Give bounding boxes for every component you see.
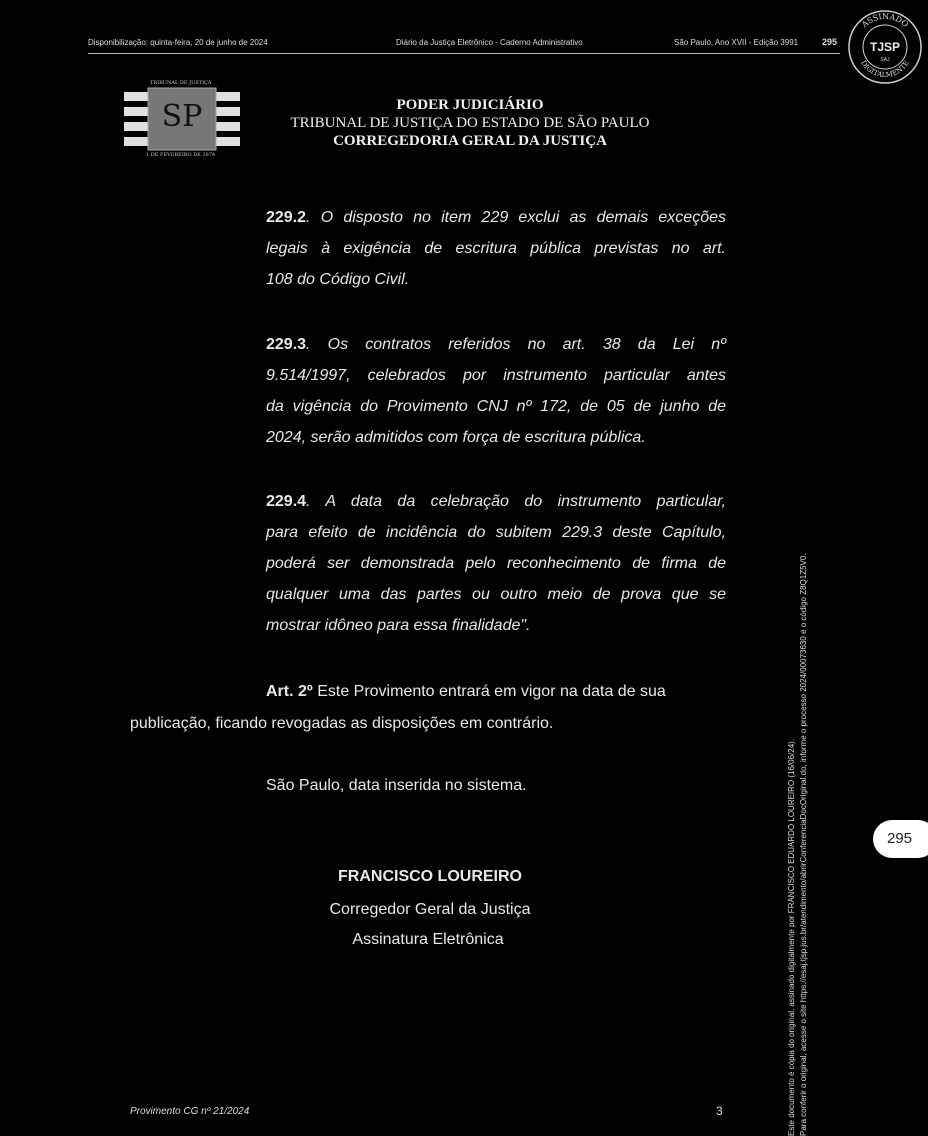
header-line-2: TRIBUNAL DE JUSTIÇA DO ESTADO DE SÃO PAULO: [290, 115, 650, 131]
item-line: 229.4. A data da celebração do instrumento particular,: [266, 493, 726, 510]
item-line: 229.2. O disposto no item 229 exclui as demais exceções: [266, 209, 726, 226]
availability-date: Disponibilização: quinta-feira, 20 de junho de 2024: [88, 38, 268, 47]
authenticity-line-2: Para conferir o original, acesse o site https://esaj.tjsp.jus.br/atendimento/abrirConferenciaDocOriginal.do, informe o processo 2024/00073630 e o código Z8Q1Z5V0.: [799, 553, 808, 1136]
item-line: da vigência do Provimento CNJ nº 172, de 05 de junho de: [266, 398, 726, 415]
item-number: 229.2: [266, 209, 307, 226]
item-line: 229.3. Os contratos referidos no art. 38 da Lei nº: [266, 336, 726, 353]
logo-bottom-text: 1 DE FEVEREIRO DE 1874: [146, 152, 216, 158]
item-line: poderá ser demonstrada pelo reconhecimento de firma de: [266, 555, 726, 572]
svg-text:ASSINADO: [859, 12, 910, 30]
edition-info: São Paulo, Ano XVII - Edição 3991: [674, 38, 799, 47]
signature-note: Assinatura Eletrônica: [352, 931, 504, 948]
item-229-3: [266, 329, 726, 453]
vertical-authenticity-note: [786, 216, 810, 1136]
header-line-3: CORREGEDORIA GERAL DA JUSTIÇA: [333, 133, 607, 149]
item-line: 2024, serão admitidos com força de escritura pública.: [266, 429, 646, 446]
header-divider: [88, 53, 840, 54]
item-line: para efeito de incidência do subitem 229.3 deste Capítulo,: [266, 524, 726, 541]
seal-bottom-text: DIGITALMENTE: [859, 59, 911, 80]
item-line: 9.514/1997, celebrados por instrumento particular antes: [266, 367, 726, 384]
page-number-badge[interactable]: 295: [873, 820, 928, 858]
seal-center-text: TJSP: [869, 40, 901, 54]
header-line-1: PODER JUDICIÁRIO: [396, 97, 544, 113]
logo-emblem-text: SP: [161, 99, 203, 134]
item-number: 229.3: [266, 336, 307, 353]
item-number: 229.4: [266, 493, 307, 510]
document-header: [280, 96, 660, 150]
journal-name: Diário da Justiça Eletrônico - Caderno Administrativo: [396, 38, 583, 47]
authenticity-line-1: Este documento é cópia do original, assinado digitalmente por FRANCISCO EDUARDO LOUREIRO (16/06/24).: [787, 738, 796, 1136]
top-header-bar: [88, 36, 840, 52]
seal-top-text: ASSINADO: [859, 11, 910, 30]
signer-title: Corregedor Geral da Justiça: [329, 901, 531, 918]
signer-name: FRANCISCO LOUREIRO: [338, 868, 522, 885]
item-229-2: [266, 202, 726, 295]
item-229-4: [266, 486, 726, 641]
seal-small-text: SAJ: [880, 57, 890, 63]
article-2-line-1: Art. 2º Este Provimento entrará em vigor na data de sua: [266, 683, 666, 700]
article-2-label: Art. 2º: [266, 683, 313, 700]
item-line: qualquer uma das partes ou outro meio de prova que se: [266, 586, 726, 603]
item-line: 108 do Código Civil.: [266, 271, 410, 288]
footer-provimento: Provimento CG nº 21/2024: [130, 1106, 250, 1117]
logo-top-text: TRIBUNAL DE JUSTIÇA: [150, 80, 212, 86]
journal-page-number: 295: [822, 37, 838, 47]
closing-place-date: São Paulo, data inserida no sistema.: [266, 777, 527, 794]
item-line: legais à exigência de escritura pública previstas no art.: [266, 240, 726, 257]
article-2-line-2: publicação, ficando revogadas as disposições em contrário.: [130, 715, 554, 732]
tjsp-logo: [122, 80, 242, 160]
item-line: mostrar idôneo para essa finalidade".: [266, 617, 531, 634]
footer-page-number: 3: [716, 1104, 723, 1118]
digital-signature-seal: [846, 8, 924, 86]
tjsp-emblem-icon: [122, 80, 242, 160]
